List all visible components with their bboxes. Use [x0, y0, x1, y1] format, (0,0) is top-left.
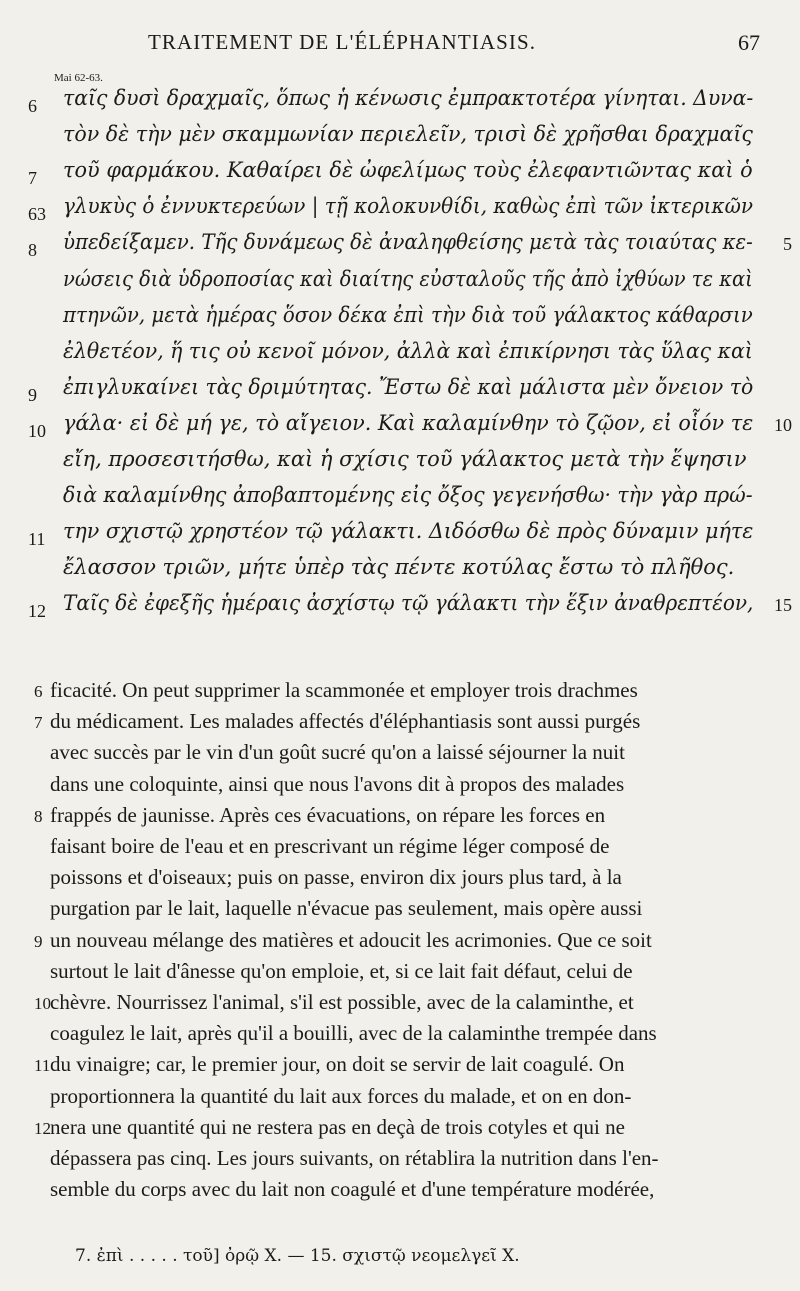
greek-line-text: ἐπιγλυκαίνει τὰς δριμύτητας. Ἔστω δὲ καὶ μάλιστα μὲν ὄνειον τὸ — [63, 374, 754, 399]
greek-line — [63, 483, 753, 519]
greek-line-text: ἔλασσον τριῶν, μήτε ὑπὲρ τὰς πέντε κοτύλας ἔστω τὸ πλῆθος. — [63, 555, 735, 580]
french-line-text: frappés de jaunisse. Après ces évacuations, on répare les forces en — [50, 802, 606, 827]
greek-line-text: τὸν δὲ τὴν μὲν σκαμμωνίαν περιελεῖν, τρισὶ δὲ χρῆσθαι δραχμαῖς — [63, 122, 753, 147]
french-line-text: proportionnera la quantité du lait aux forces du malade, et on en don- — [50, 1083, 632, 1108]
greek-line — [63, 267, 753, 303]
french-line — [50, 1052, 750, 1082]
greek-line-number: 10 — [28, 420, 46, 441]
greek-right-line-number: 15 — [774, 595, 792, 616]
french-line — [50, 834, 750, 864]
french-line-text: dépassera pas cinq. Les jours suivants, on rétablira la nutrition dans l'en- — [50, 1146, 659, 1170]
french-line-text: nera une quantité qui ne restera pas en deçà de trois cotyles et qui ne — [50, 1114, 625, 1139]
french-line-number: 8 — [34, 806, 43, 826]
greek-right-line-number: 5 — [783, 234, 792, 255]
french-line-number: 6 — [34, 682, 43, 701]
running-head — [100, 28, 760, 64]
french-line — [50, 678, 750, 708]
greek-right-line-number: 10 — [774, 414, 792, 435]
greek-line-text: ἐλθετέον, ἥ τις οὐ κενοῖ μόνον, ἀλλὰ καὶ ἐπικίρνησι τὰς ὕλας καὶ — [63, 338, 753, 363]
greek-line-text: διὰ καλαμίνθης ἀποβαπτομένης εἰς ὄξος γεγενήσθω· τὴν γὰρ πρώ- — [63, 483, 753, 508]
french-line-number: 12 — [34, 1118, 51, 1138]
french-line — [50, 896, 750, 926]
greek-line-text: γάλα· εἰ δὲ μή γε, τὸ αἴγειον. Καὶ καλαμίνθην τὸ ζῷον, εἰ οἷόν τε — [63, 410, 754, 435]
greek-line — [63, 303, 753, 339]
french-line — [50, 1115, 750, 1145]
greek-line-text: ὑπεδείξαμεν. Τῆς δυνάμεως δὲ ἀναληφθείσης μετὰ τὰς τοιαύτας κε- — [63, 230, 753, 255]
french-line-number: 9 — [34, 931, 43, 951]
greek-line-number: 63 — [28, 204, 46, 225]
greek-line — [63, 447, 753, 483]
french-line-number: 7 — [34, 713, 43, 733]
french-line — [50, 740, 750, 770]
french-line-text: ficacité. On peut supprimer la scammonée et employer trois drachmes — [50, 678, 638, 702]
french-line — [50, 803, 750, 833]
french-line — [50, 1021, 750, 1051]
french-line-text: dans une coloquinte, ainsi que nous l'avons dit à propos des malades — [50, 771, 625, 796]
greek-line — [63, 339, 753, 375]
margin-reference: Mai 62-63. — [54, 72, 103, 84]
greek-line — [63, 122, 753, 158]
french-line — [50, 1146, 750, 1176]
footnote: 7. ἐπὶ . . . . . τοῦ] ὀρῷ X. — 15. σχιστῷ νεομελγεῖ X. — [75, 1246, 520, 1266]
greek-line — [63, 375, 753, 411]
french-line — [50, 959, 750, 989]
greek-line — [63, 519, 753, 555]
greek-line-number: 6 — [28, 96, 37, 116]
french-line-text: coagulez le lait, après qu'il a bouilli, avec de la calaminthe trempée dans — [50, 1021, 657, 1046]
greek-line — [63, 555, 753, 591]
french-line-text: purgation par le lait, laquelle n'évacue pas seulement, mais opère aussi — [50, 896, 643, 921]
greek-line — [63, 230, 753, 266]
running-title: TRAITEMENT DE L'ÉLÉPHANTIASIS. — [148, 30, 537, 54]
french-line-text: semble du corps avec du lait non coagulé et d'une température modérée, — [50, 1177, 655, 1202]
greek-line-number: 12 — [28, 601, 46, 622]
greek-line-number: 8 — [28, 240, 37, 261]
french-line-number: 11 — [34, 1056, 51, 1076]
french-line — [50, 1177, 750, 1207]
french-line — [50, 772, 750, 802]
french-line-text: du vinaigre; car, le premier jour, on doit se servir de lait coagulé. On — [50, 1052, 625, 1077]
french-line-text: faisant boire de l'eau et en prescrivant un régime léger composé de — [50, 834, 610, 858]
greek-line-text: την σχιστῷ χρηστέον τῷ γάλακτι. Διδόσθω δὲ πρὸς δύναμιν μήτε — [63, 519, 754, 544]
greek-line-number: 9 — [28, 384, 37, 405]
page-number: 67 — [738, 30, 760, 55]
greek-line-number: 7 — [28, 168, 37, 189]
greek-line — [63, 158, 753, 194]
greek-line-text: νώσεις διὰ ὑδροποσίας καὶ διαίτης εὐσταλοῦς τῆς ἀπὸ ἰχθύων τε καὶ — [63, 266, 753, 291]
greek-line-text: Ταῖς δὲ ἐφεξῆς ἡμέραις ἀσχίστῳ τῷ γάλακτι τὴν ἕξιν ἀναθρεπτέον, — [63, 591, 754, 616]
greek-line-text: ταῖς δυσὶ δραχμαῖς, ὅπως ἡ κένωσις ἐμπρακτοτέρα γίνηται. Δυνα- — [63, 86, 754, 110]
french-line — [50, 865, 750, 895]
greek-line — [63, 411, 753, 447]
french-line-text: surtout le lait d'ânesse qu'on emploie, et, si ce lait fait défaut, celui de — [50, 958, 633, 983]
french-line — [50, 990, 750, 1020]
greek-line-text: γλυκὺς ὁ ἐννυκτερεύων | τῇ κολοκυνθίδι, καθὼς ἐπὶ τῶν ἰκτερικῶν — [63, 194, 753, 219]
french-line-text: avec succès par le vin d'un goût sucré qu'on a laissé séjourner la nuit — [50, 740, 625, 765]
french-line-text: un nouveau mélange des matières et adoucit les acrimonies. Que ce soit — [50, 927, 652, 952]
greek-line-number: 11 — [28, 529, 46, 550]
greek-line — [63, 86, 753, 122]
french-line — [50, 1084, 750, 1114]
greek-line-text: τοῦ φαρμάκου. Καθαίρει δὲ ὠφελίμως τοὺς ἐλεφαντιῶντας καὶ ὁ — [63, 158, 753, 183]
greek-line-text: πτηνῶν, μετὰ ἡμέρας ὅσον δέκα ἐπὶ τὴν διὰ τοῦ γάλακτος κάθαρσιν — [63, 302, 753, 327]
french-line-text: chèvre. Nourrissez l'animal, s'il est possible, avec de la calaminthe, et — [50, 990, 634, 1014]
french-line-text: du médicament. Les malades affectés d'éléphantiasis sont aussi purgés — [50, 709, 641, 734]
greek-line — [63, 194, 753, 230]
french-line-number: 10 — [34, 994, 51, 1013]
french-line — [50, 928, 750, 958]
french-line — [50, 709, 750, 739]
greek-line — [63, 591, 753, 627]
greek-line-text: εἴη, προσεσιτήσθω, καὶ ἡ σχίσις τοῦ γάλακτος μετὰ τὴν ἕψησιν — [63, 447, 747, 471]
french-line-text: poissons et d'oiseaux; puis on passe, environ dix jours plus tard, à la — [50, 865, 622, 890]
